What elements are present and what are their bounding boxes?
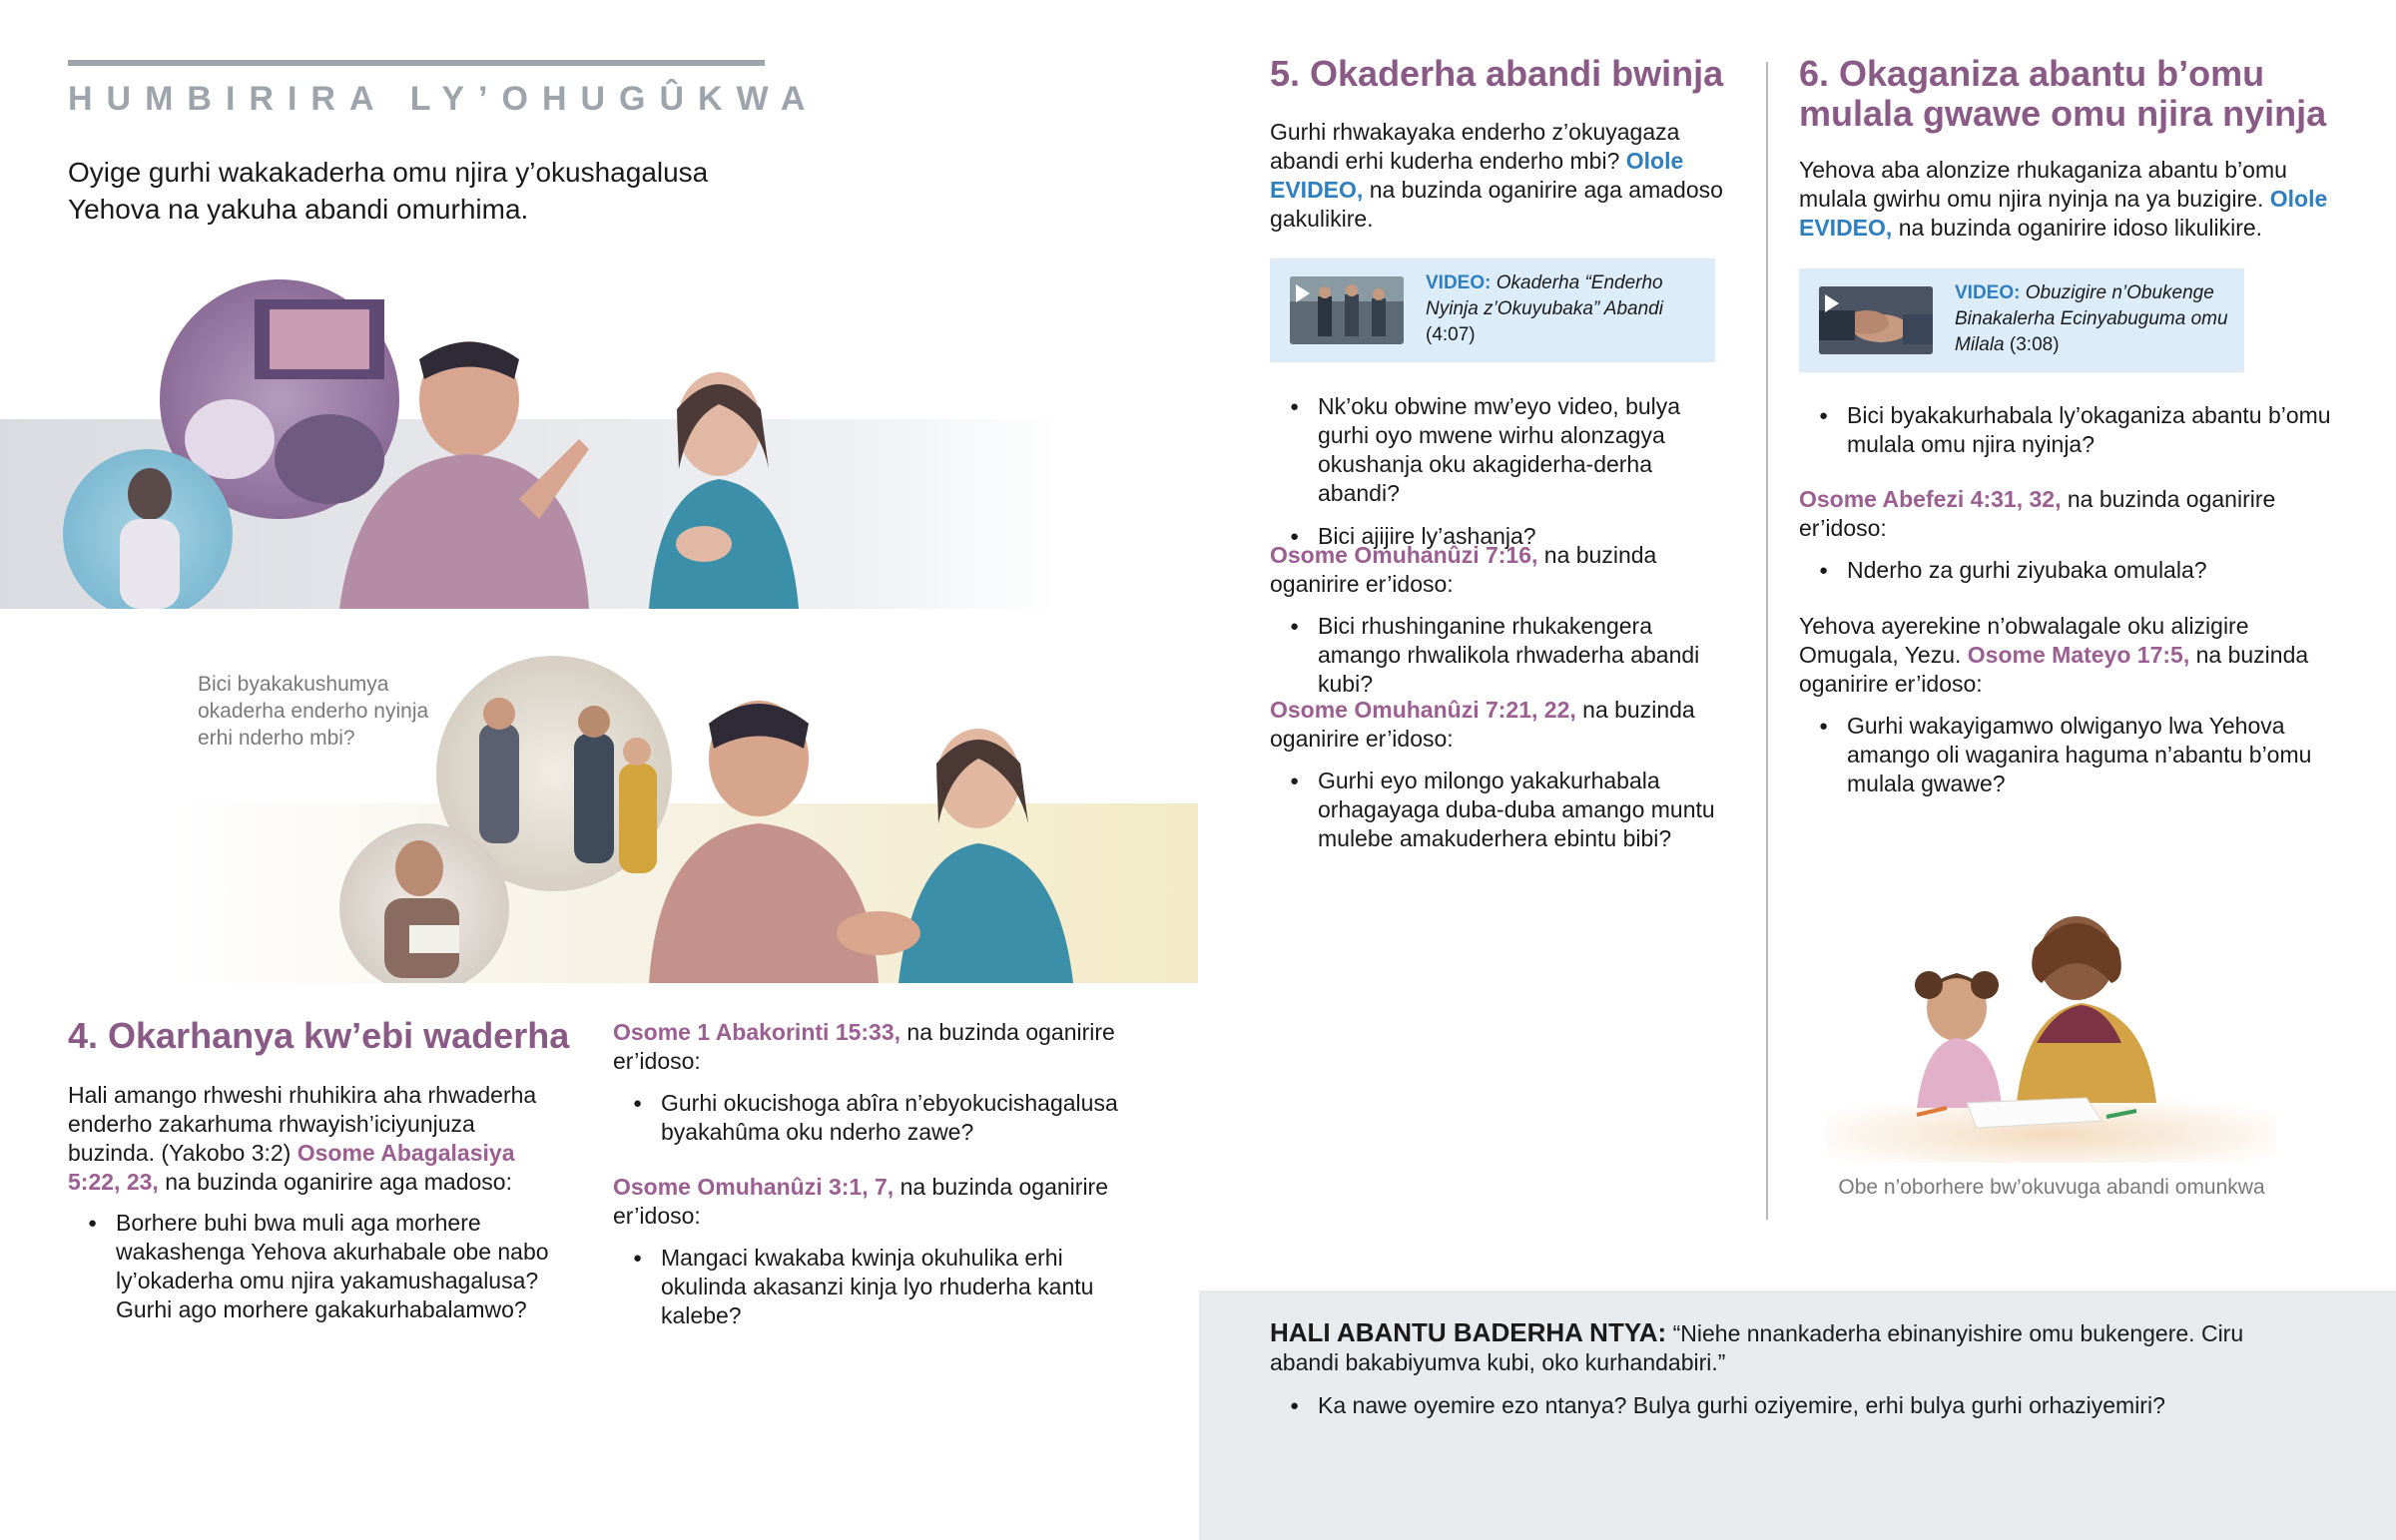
list-item: ● Borhere buhi bwa muli aga morhere wakashenga Yehova akurhabale obe nabo ly’okaderha omu njira yakamushagalusa? Gurhi ago morhere gakakurhabalamwo? <box>68 1209 567 1324</box>
read1-tail: na buzinda oganirire er’idoso: <box>1270 542 1657 597</box>
list-item: ● Nk’oku obwine mw’eyo video, bulya gurhi oyo mwene wirhu alonzagya okushanja oku akagiderha-derha abandi? <box>1270 392 1729 508</box>
section-6-read1-bullets <box>1799 556 2338 599</box>
video-caption <box>1426 270 1705 348</box>
scripture-link-ecclesiastes-7-16[interactable]: Osome Omuhanûzi 7:16, <box>1270 542 1538 568</box>
scripture-link-ephesians[interactable]: Osome Abefezi 4:31, 32, <box>1799 486 2062 512</box>
section-5-para-text: Gurhi rhwakayaka enderho z’okuyagaza abandi erhi kuderha enderho mbi? <box>1270 119 1680 174</box>
video-label: VIDEO: <box>1955 282 2021 303</box>
section-kicker: HUMBIRIRA LY’OHUGÛKWA <box>68 80 820 118</box>
section-5-read2-bullets <box>1270 767 1729 867</box>
section-4-title: 4. Okarhanya kw’ebi waderha <box>68 1015 570 1056</box>
list-item: ● Gurhi eyo milongo yakakurhabala orhagayaga duba-duba amango muntu mulebe amakuderhera ebintu bibi? <box>1270 767 1729 853</box>
list-item: ● Gurhi wakayigamwo olwiganyo lwa Yehova amango oli waganira haguma n’abantu b’omu mulala gwawe? <box>1799 712 2338 798</box>
play-icon[interactable] <box>1825 294 1839 312</box>
watch-video-link[interactable]: Ololе EVIDEO, <box>1799 186 2328 241</box>
column-divider <box>1766 62 1768 1220</box>
illustration-kind-talk <box>180 654 1198 983</box>
list-item: ● Bici ajijire ly’ashanja? <box>1270 522 1729 551</box>
section-6-read1 <box>1799 485 2338 543</box>
opinion-text <box>1270 1318 2288 1377</box>
opinion-quote: “Niehe nnankaderha ebinanyishire omu bukengere. Ciru abandi bakabiyumva kubi, oko kurhandabiri.” <box>1270 1320 2244 1375</box>
video-title: Obuzigire n’Obukenge Binakalerha Ecinyabuguma omu Milala <box>1955 282 2228 355</box>
illustration-caption: Bici byakakushumya okaderha enderho nyinja erhi nderho mbi? <box>198 673 429 750</box>
illustration-mother-child <box>1827 903 2276 1163</box>
video-label: VIDEO: <box>1426 272 1492 293</box>
video-title: Okaderha “Enderho Nyinja z’Okuyubaka” Abandi <box>1426 272 1663 319</box>
section-4-read1-bullets <box>613 1089 1132 1161</box>
read2-tail: na buzinda oganirire er’idoso: <box>613 1174 1109 1229</box>
opinion-panel <box>1199 1290 2396 1540</box>
section-6-para-text: Yehova aba alonzize rhukaganiza abantu b’omu mulala gwirhu omu njira nyinja na ya buzigire. <box>1799 157 2287 212</box>
read1-tail: na buzinda oganirire er’idoso: <box>1799 486 2276 541</box>
illustration-argument <box>0 269 1058 609</box>
section-4-paragraph <box>68 1081 567 1197</box>
section-4-para-tail: na buzinda oganirire aga madoso: <box>165 1169 512 1195</box>
video-card-section-5[interactable] <box>1270 258 1715 362</box>
section-6-para2-text: Yehova ayerekine n’obwalagale oku alizigire Omugala, Yezu. <box>1799 613 2249 668</box>
list-item: ● Ka nawe oyemire ezo ntanya? Bulya gurhi oziyemire, erhi bulya gurhi orhaziyemiri? <box>1270 1391 2318 1420</box>
list-item: ● Nderho za gurhi ziyubaka omulala? <box>1799 556 2338 585</box>
list-item: ● Bici byakakurhabala ly’okaganiza abantu b’omu mulala omu njira nyinja? <box>1799 401 2338 459</box>
opinion-bullets <box>1270 1391 2318 1434</box>
intro-text: Oyige gurhi wakakaderha omu njira y’okushagalusa Yehova na yakuha abandi omurhima. <box>68 157 709 225</box>
list-item: ● Mangaci kwakaba kwinja okuhulika erhi okulinda akasanzi kinja lyo rhuderha kantu kalebe? <box>613 1244 1132 1330</box>
section-6-para-tail: na buzinda oganirire idoso likulikire. <box>1898 215 2263 241</box>
section-5-bullets <box>1270 392 1729 565</box>
section-6-caption: Obe n’oborhere bw’okuvuga abandi omunkwa <box>1838 1176 2265 1199</box>
read1-tail: na buzinda oganirire er’idoso: <box>613 1019 1115 1074</box>
play-icon[interactable] <box>1296 284 1310 302</box>
list-item: ● Gurhi okucishoga abîra n’ebyokucishagalusa byakahûma oku nderho zawe? <box>613 1089 1132 1147</box>
scripture-link-1corinthians[interactable]: Osome 1 Abakorinti 15:33, <box>613 1019 901 1045</box>
section-4-para-text: Hali amango rhweshi rhuhikira aha rhwaderha enderho zakarhuma rhwayish’iciyunjuza buzinda. (Yakobo 3:2) <box>68 1082 537 1166</box>
opinion-lead: HALI ABANTU BADERHA NTYA: <box>1270 1317 1667 1347</box>
scripture-link-ecclesiastes-7-21[interactable]: Osome Omuhanûzi 7:21, 22, <box>1270 697 1576 723</box>
video-caption <box>1955 280 2234 358</box>
scripture-link-matthew[interactable]: Osome Mateyo 17:5, <box>1967 642 2190 668</box>
video-duration: (4:07) <box>1426 324 1476 345</box>
section-5-read2 <box>1270 696 1729 754</box>
read2-tail: na buzinda oganirire er’idoso: <box>1270 697 1695 752</box>
section-5-para-tail: na buzinda oganirire aga amadoso gakulikire. <box>1270 177 1723 232</box>
section-4-read2 <box>613 1173 1132 1231</box>
video-card-section-6[interactable] <box>1799 268 2244 372</box>
section-6-para2-tail: na buzinda oganirire er’idoso: <box>1799 642 2309 697</box>
video-thumbnail[interactable] <box>1290 276 1404 344</box>
watch-video-link[interactable]: Ololе EVIDEO, <box>1270 148 1684 203</box>
section-6-bullets <box>1799 401 2338 473</box>
video-duration: (3:08) <box>2009 334 2060 355</box>
scripture-link-ecclesiastes-3[interactable]: Osome Omuhanûzi 3:1, 7, <box>613 1174 895 1200</box>
section-5-paragraph <box>1270 118 1729 234</box>
list-item: ● Bici rhushinganine rhukakengera amango rhwalikola rhwaderha abandi kubi? <box>1270 612 1729 699</box>
section-4-read1 <box>613 1018 1132 1076</box>
video-thumbnail[interactable] <box>1819 286 1933 354</box>
scripture-link-galatians[interactable]: Osome Abagalasiya 5:22, 23, <box>68 1140 515 1195</box>
section-4-bullets <box>68 1209 567 1338</box>
section-5-read1 <box>1270 541 1729 599</box>
section-6-paragraph <box>1799 156 2338 243</box>
section-4-read2-bullets <box>613 1244 1132 1344</box>
kicker-rule <box>68 60 765 66</box>
section-6-paragraph-2 <box>1799 612 2338 699</box>
section-6-title: 6. Okaganiza abantu b’omu mulala gwawe omu njira nyinja <box>1799 53 2327 134</box>
section-5-title: 5. Okaderha abandi bwinja <box>1270 53 1724 94</box>
section-6-read2-bullets <box>1799 712 2338 812</box>
